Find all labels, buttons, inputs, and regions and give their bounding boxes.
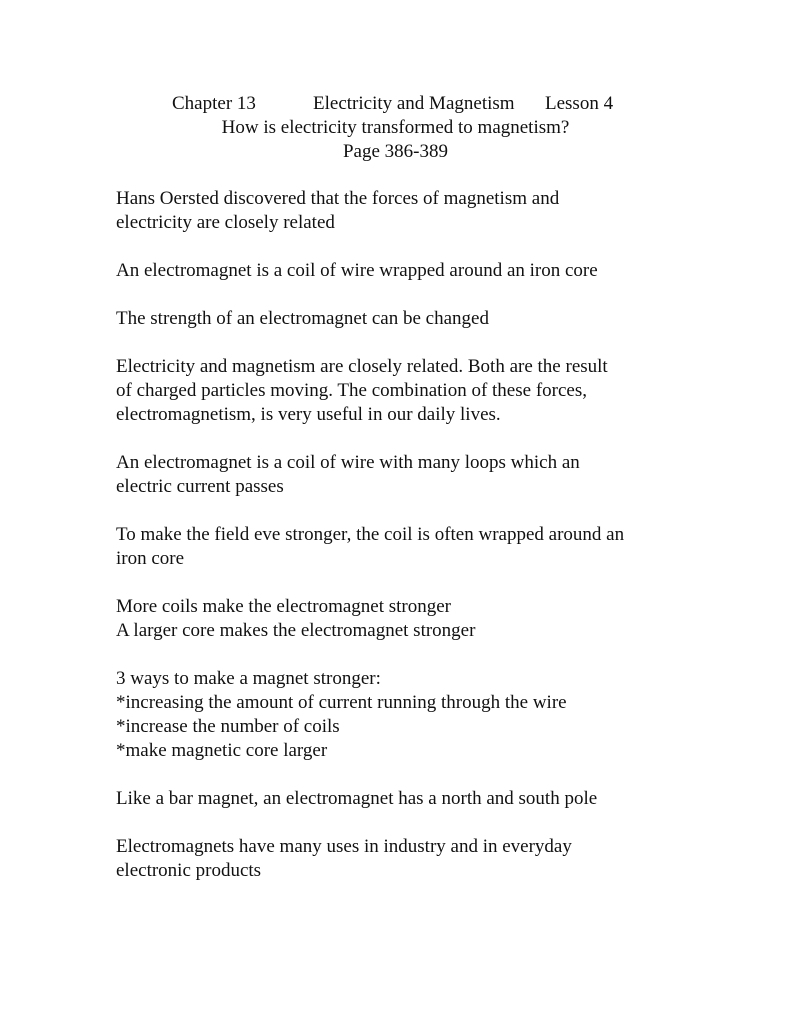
note-paragraph	[116, 595, 696, 643]
note-paragraph	[116, 307, 696, 331]
lesson-label: Lesson 4	[545, 93, 614, 114]
note-line: *increasing the amount of current running through the wire	[116, 692, 567, 713]
note-line: An electromagnet is a coil of wire wrapped around an iron core	[116, 260, 598, 281]
note-line: electricity are closely related	[116, 212, 335, 233]
note-line: 3 ways to make a magnet stronger:	[116, 668, 381, 689]
note-line: The strength of an electromagnet can be changed	[116, 308, 489, 329]
title-line	[0, 92, 791, 116]
note-line: A larger core makes the electromagnet stronger	[116, 620, 476, 641]
note-line: *make magnetic core larger	[116, 740, 328, 761]
topic-label: Electricity and Magnetism	[313, 93, 515, 114]
note-line: Electromagnets have many uses in industry and in everyday	[116, 836, 572, 857]
note-line: electromagnetism, is very useful in our daily lives.	[116, 404, 501, 425]
note-line: Electricity and magnetism are closely related. Both are the result	[116, 356, 608, 377]
note-line: *increase the number of coils	[116, 716, 340, 737]
note-paragraph	[116, 187, 696, 235]
notes-body	[116, 187, 696, 907]
lesson-question: How is electricity transformed to magnetism?	[221, 117, 570, 138]
note-line: electric current passes	[116, 476, 284, 497]
note-paragraph	[116, 667, 696, 763]
note-line: of charged particles moving. The combination of these forces,	[116, 380, 587, 401]
note-line: An electromagnet is a coil of wire with many loops which an	[116, 452, 580, 473]
chapter-label: Chapter 13	[172, 93, 256, 114]
note-line: electronic products	[116, 860, 262, 881]
note-line: To make the field eve stronger, the coil is often wrapped around an	[116, 524, 625, 545]
note-paragraph	[116, 787, 696, 811]
document-header	[0, 92, 791, 164]
note-paragraph	[116, 259, 696, 283]
note-line: More coils make the electromagnet stronger	[116, 596, 452, 617]
note-paragraph	[116, 835, 696, 883]
note-paragraph	[116, 355, 696, 427]
note-paragraph	[116, 523, 696, 571]
note-paragraph	[116, 451, 696, 499]
page-range: Page 386-389	[342, 141, 448, 162]
note-line: iron core	[116, 548, 185, 569]
note-line: Like a bar magnet, an electromagnet has a north and south pole	[116, 788, 598, 809]
note-line: Hans Oersted discovered that the forces of magnetism and	[116, 188, 560, 209]
